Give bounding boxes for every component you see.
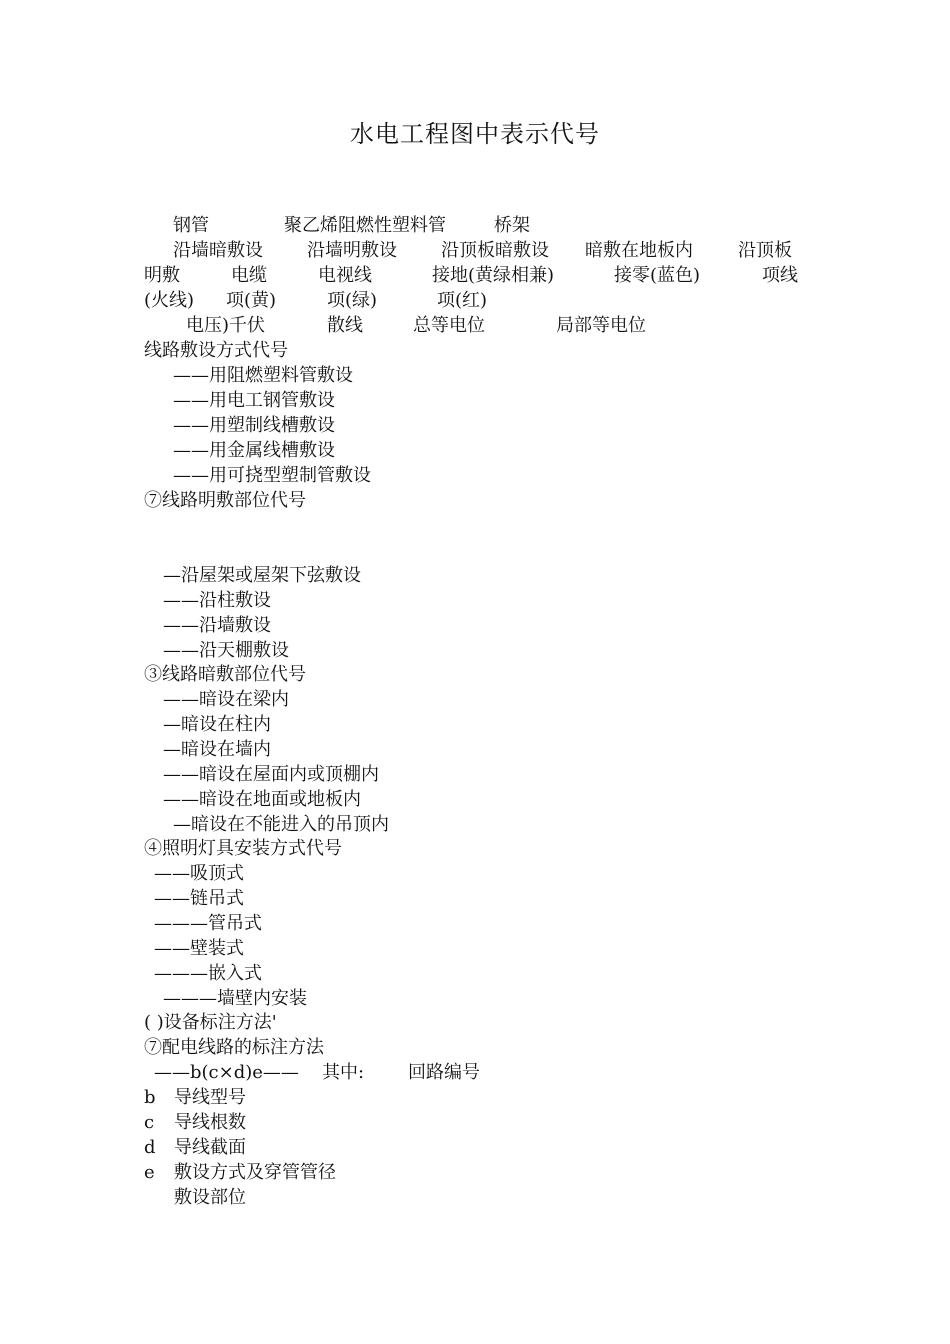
definition-value: 导线截面 — [174, 1137, 246, 1158]
list-item: —暗设在不能进入的吊顶内 — [173, 814, 389, 835]
symbol-steel-pipe: 钢管 — [173, 215, 209, 236]
symbol-cable: 电缆 — [231, 265, 267, 286]
symbol-ceiling-concealed: 沿顶板暗敷设 — [441, 240, 549, 261]
list-item: —暗设在墙内 — [163, 739, 271, 760]
symbol-main-equipotential: 总等电位 — [413, 315, 485, 336]
list-item: —暗设在柱内 — [163, 714, 271, 735]
symbol-voltage: 电压)千伏 — [186, 315, 266, 336]
list-item: ——用阻燃塑料管敷设 — [173, 365, 353, 386]
symbol-tv-line: 电视线 — [318, 265, 372, 286]
definition-key: e — [144, 1162, 155, 1183]
symbol-floor-concealed: 暗敷在地板内 — [585, 240, 693, 261]
list-item: ——链吊式 — [154, 888, 244, 909]
symbol-wall-concealed: 沿墙暗敷设 — [173, 240, 263, 261]
symbol-live-wire: (火线) — [144, 290, 195, 311]
list-item: ——暗设在地面或地板内 — [163, 789, 361, 810]
section-heading-laying-method: 线路敷设方式代号 — [144, 340, 288, 361]
definition-value: 敷设方式及穿管管径 — [174, 1162, 336, 1183]
definition-key: b — [144, 1087, 156, 1108]
definition-key: d — [144, 1137, 156, 1158]
section-heading-equipment-marking: ( )设备标注方法' — [144, 1012, 277, 1033]
symbol-neutral: 接零(蓝色) — [614, 265, 701, 286]
list-item: ——沿墙敷设 — [163, 615, 271, 636]
section-heading-exposed-location: ⑦线路明敷部位代号 — [144, 490, 306, 511]
list-item: ——用可挠型塑制管敷设 — [173, 465, 371, 486]
symbol-ground: 接地(黄绿相兼) — [432, 265, 555, 286]
definition-key: c — [144, 1112, 155, 1133]
list-item: —沿屋架或屋架下弦敷设 — [163, 565, 361, 586]
list-item: ——暗设在梁内 — [163, 689, 289, 710]
symbol-phase-yellow: 项(黄) — [226, 290, 277, 311]
symbol-phase-line: 项线 — [762, 265, 798, 286]
section-heading-lamp-installation: ④照明灯具安装方式代号 — [144, 838, 342, 859]
symbol-wall-exposed: 沿墙明敷设 — [307, 240, 397, 261]
symbol-tray: 桥架 — [494, 215, 530, 236]
list-item: ———管吊式 — [154, 913, 262, 934]
list-item: ——用塑制线槽敷设 — [173, 415, 335, 436]
list-item: ——用金属线槽敷设 — [173, 440, 335, 461]
definition-value: 敷设部位 — [174, 1187, 246, 1208]
symbol-pe-pipe: 聚乙烯阻燃性塑料管 — [284, 215, 446, 236]
page-title: 水电工程图中表示代号 — [350, 120, 600, 148]
formula-where-label: 其中: — [322, 1062, 365, 1083]
marking-formula: ——b(c×d)e—— — [154, 1062, 299, 1083]
list-item: ——壁装式 — [154, 938, 244, 959]
list-item: ———嵌入式 — [154, 963, 262, 984]
definition-value: 导线根数 — [174, 1112, 246, 1133]
definition-value: 导线型号 — [174, 1087, 246, 1108]
symbol-phase-red: 项(红) — [437, 290, 488, 311]
list-item: ——用电工钢管敷设 — [173, 390, 335, 411]
symbol-local-equipotential: 局部等电位 — [556, 315, 646, 336]
list-item: ——暗设在屋面内或顶棚内 — [163, 764, 379, 785]
list-item: ——沿天棚敷设 — [163, 640, 289, 661]
list-item: ——吸顶式 — [154, 863, 244, 884]
symbol-ceiling: 沿顶板 — [738, 240, 792, 261]
section-heading-concealed-location: ③线路暗敷部位代号 — [144, 664, 306, 685]
symbol-phase-green: 项(绿) — [327, 290, 378, 311]
symbol-exposed: 明敷 — [144, 265, 180, 286]
section-heading-distribution-marking: ⑦配电线路的标注方法 — [144, 1037, 324, 1058]
circuit-number-desc: 回路编号 — [408, 1062, 480, 1083]
list-item: ——沿柱敷设 — [163, 590, 271, 611]
list-item: ———墙壁内安装 — [163, 988, 307, 1009]
symbol-loose-wire: 散线 — [327, 315, 363, 336]
